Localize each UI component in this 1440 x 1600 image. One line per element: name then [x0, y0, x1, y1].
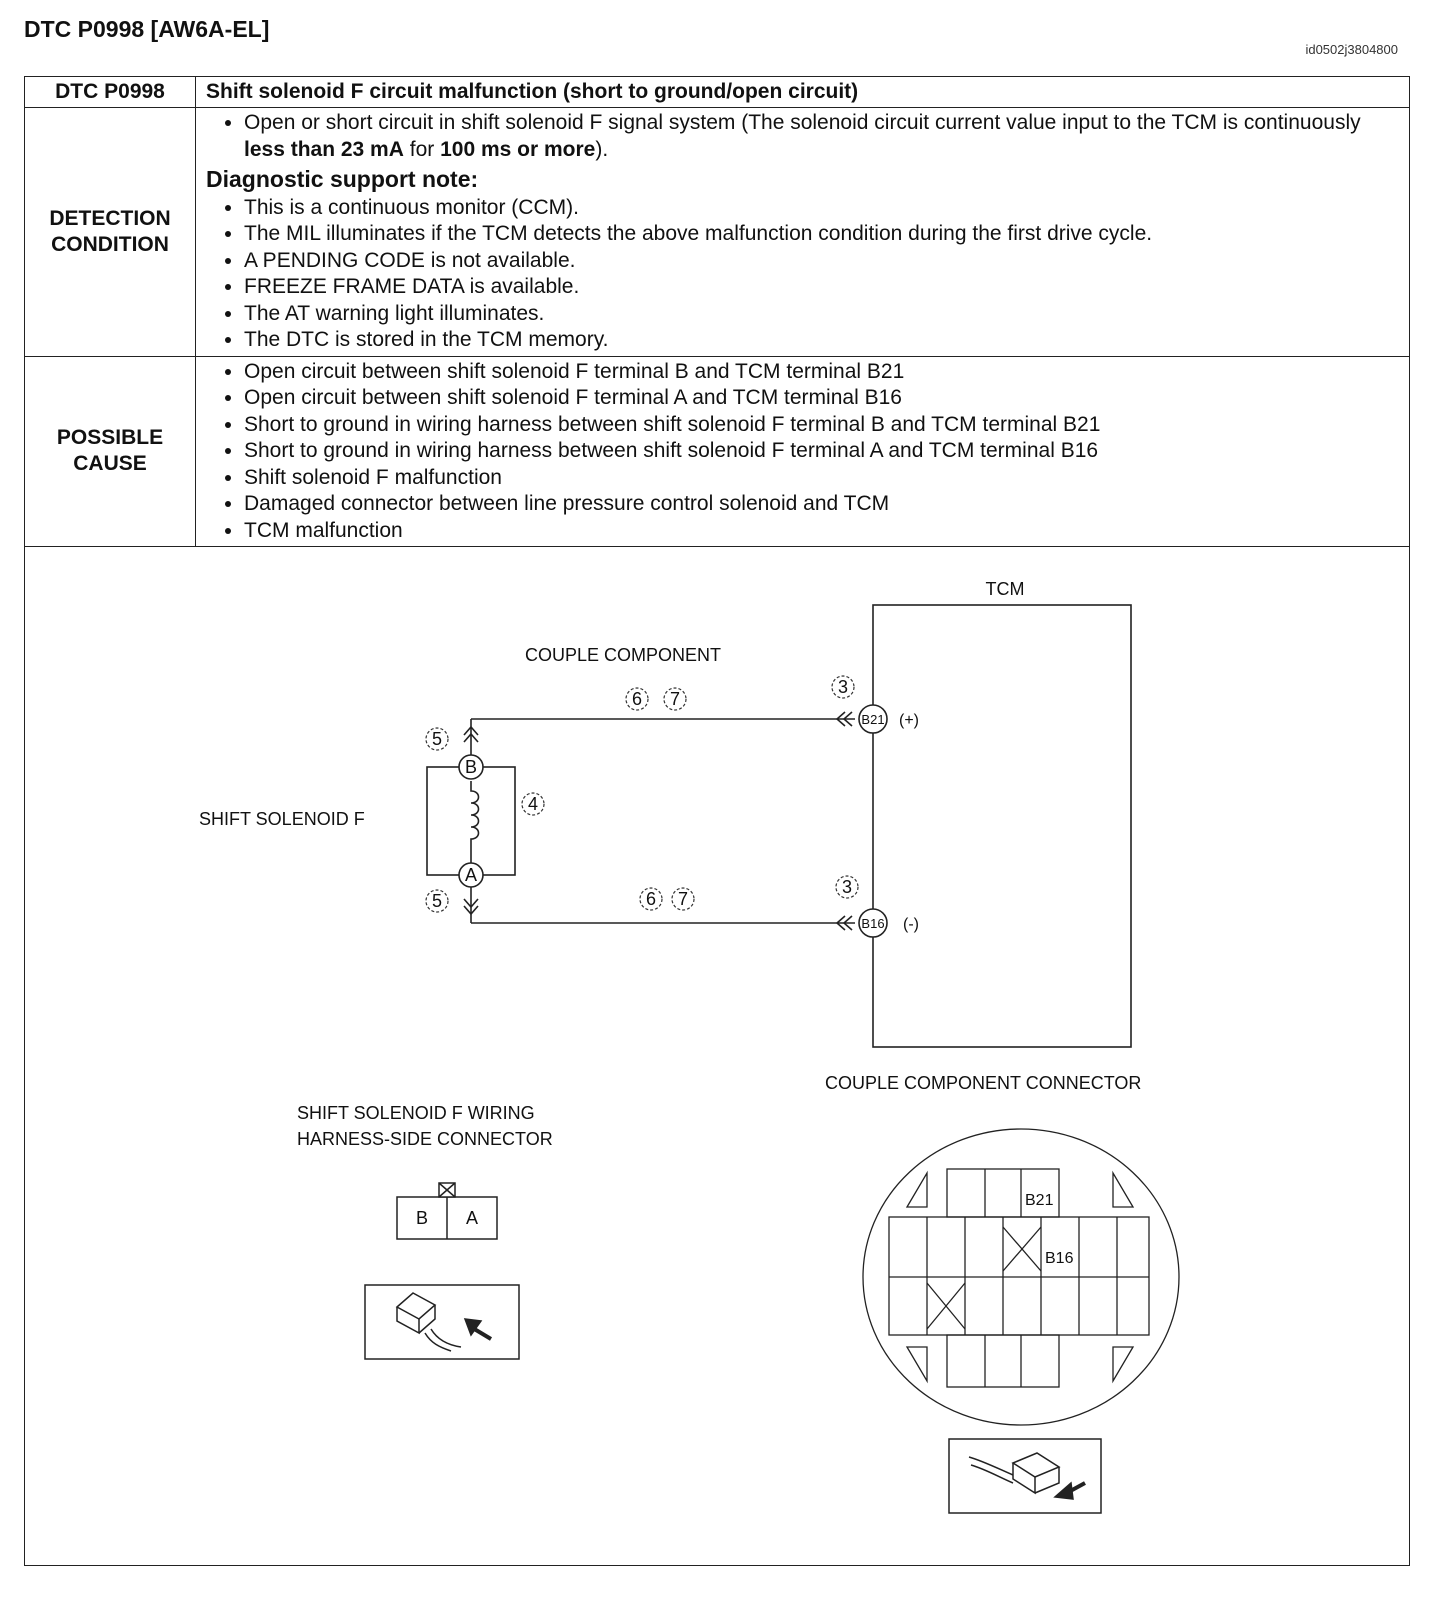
harness-connector-label-1: SHIFT SOLENOID F WIRING: [297, 1103, 535, 1123]
harness-pin-a: A: [465, 1208, 479, 1228]
detection-label-line2: CONDITION: [51, 232, 169, 256]
possible-cause-label-line1: POSSIBLE: [56, 426, 164, 450]
diagnostic-note-title: Diagnostic support note:: [206, 166, 479, 192]
harness-view-icon: [365, 1285, 519, 1359]
detection-item-text-1: Open or short circuit in shift solenoid F signal system (The solenoid circuit current value input to the TCM is continuously: [244, 111, 1361, 134]
coil-symbol: [471, 781, 479, 863]
couple-pin-b16: B16: [1045, 1250, 1074, 1267]
couple-connector-drawing: [863, 1129, 1179, 1425]
cause-item: • Shift solenoid F malfunction: [244, 465, 1399, 492]
tcm-b16-label: B16: [861, 916, 885, 931]
detection-threshold: less than 23 mA: [244, 137, 404, 161]
cause-item: • Short to ground in wiring harness between shift solenoid F terminal A and TCM terminal B16: [244, 438, 1399, 465]
detection-row: [25, 108, 1410, 357]
possible-cause-label-line2: CAUSE: [73, 452, 147, 476]
header-title: Shift solenoid F circuit malfunction (short to ground/open circuit): [196, 77, 1410, 108]
callout-5: 5: [431, 891, 443, 911]
terminal-a-label: A: [464, 865, 478, 885]
callout-6: 6: [645, 889, 657, 909]
cause-item: • Open circuit between shift solenoid F terminal A and TCM terminal B16: [244, 385, 1399, 412]
possible-cause-label: [25, 356, 196, 547]
harness-connector-label-2: HARNESS-SIDE CONNECTOR: [297, 1129, 553, 1149]
wiring-diagram-cell: [25, 547, 1410, 1566]
wiring-diagram: [25, 547, 1409, 1563]
diagnostic-note-list: [206, 195, 1399, 354]
note-item: • The MIL illuminates if the TCM detects the above malfunction condition during the first drive cycle.: [244, 221, 1399, 248]
note-item: • FREEZE FRAME DATA is available.: [244, 274, 1399, 301]
note-item: • A PENDING CODE is not available.: [244, 248, 1399, 275]
header-row: [25, 77, 1410, 108]
detection-duration: 100 ms or more: [440, 137, 596, 161]
couple-connector-label: COUPLE COMPONENT CONNECTOR: [825, 1073, 1142, 1093]
note-item: • This is a continuous monitor (CCM).: [244, 195, 1399, 222]
tcm-label: TCM: [985, 579, 1025, 599]
couple-view-icon: [949, 1439, 1101, 1513]
detection-item-text-3: ).: [595, 137, 609, 161]
cause-item: • TCM malfunction: [244, 518, 1399, 545]
couple-component-label: COUPLE COMPONENT: [525, 645, 722, 665]
possible-cause-row: [25, 356, 1410, 547]
terminal-b-label: B: [464, 757, 478, 777]
detection-content: [196, 108, 1410, 357]
possible-cause-content: [196, 356, 1410, 547]
header-label: DTC P0998: [25, 77, 196, 108]
possible-cause-list: [206, 359, 1399, 545]
document-id: id0502j3804800: [1305, 42, 1398, 57]
note-item: • The AT warning light illuminates.: [244, 301, 1399, 328]
detection-item: [244, 110, 1399, 163]
callout-5: 5: [431, 729, 443, 749]
detection-item-text-2: for: [403, 137, 441, 161]
detection-label-line1: DETECTION: [49, 206, 171, 230]
callout-7: 7: [669, 689, 681, 709]
shift-solenoid-label: SHIFT SOLENOID F: [199, 809, 365, 829]
cause-item: • Damaged connector between line pressure control solenoid and TCM: [244, 491, 1399, 518]
page-title: DTC P0998 [AW6A-EL]: [24, 16, 270, 42]
polarity-plus: (+): [899, 712, 919, 729]
detection-label: [25, 108, 196, 357]
callout-4: 4: [527, 794, 539, 814]
note-item: • The DTC is stored in the TCM memory.: [244, 327, 1399, 354]
cause-item: • Open circuit between shift solenoid F terminal B and TCM terminal B21: [244, 359, 1399, 386]
callout-3: 3: [837, 677, 849, 697]
polarity-minus: (-): [903, 916, 919, 933]
callout-6: 6: [631, 689, 643, 709]
diagram-row: [25, 547, 1410, 1566]
callout-7: 7: [677, 889, 689, 909]
couple-pin-b21: B21: [1025, 1192, 1054, 1209]
tcm-b21-label: B21: [861, 712, 885, 727]
cause-item: • Short to ground in wiring harness between shift solenoid F terminal B and TCM terminal B21: [244, 412, 1399, 439]
callout-3: 3: [841, 877, 853, 897]
dtc-table: [24, 76, 1410, 1566]
detection-list: [206, 110, 1399, 163]
harness-pin-b: B: [415, 1208, 429, 1228]
tcm-box: [873, 605, 1131, 1047]
